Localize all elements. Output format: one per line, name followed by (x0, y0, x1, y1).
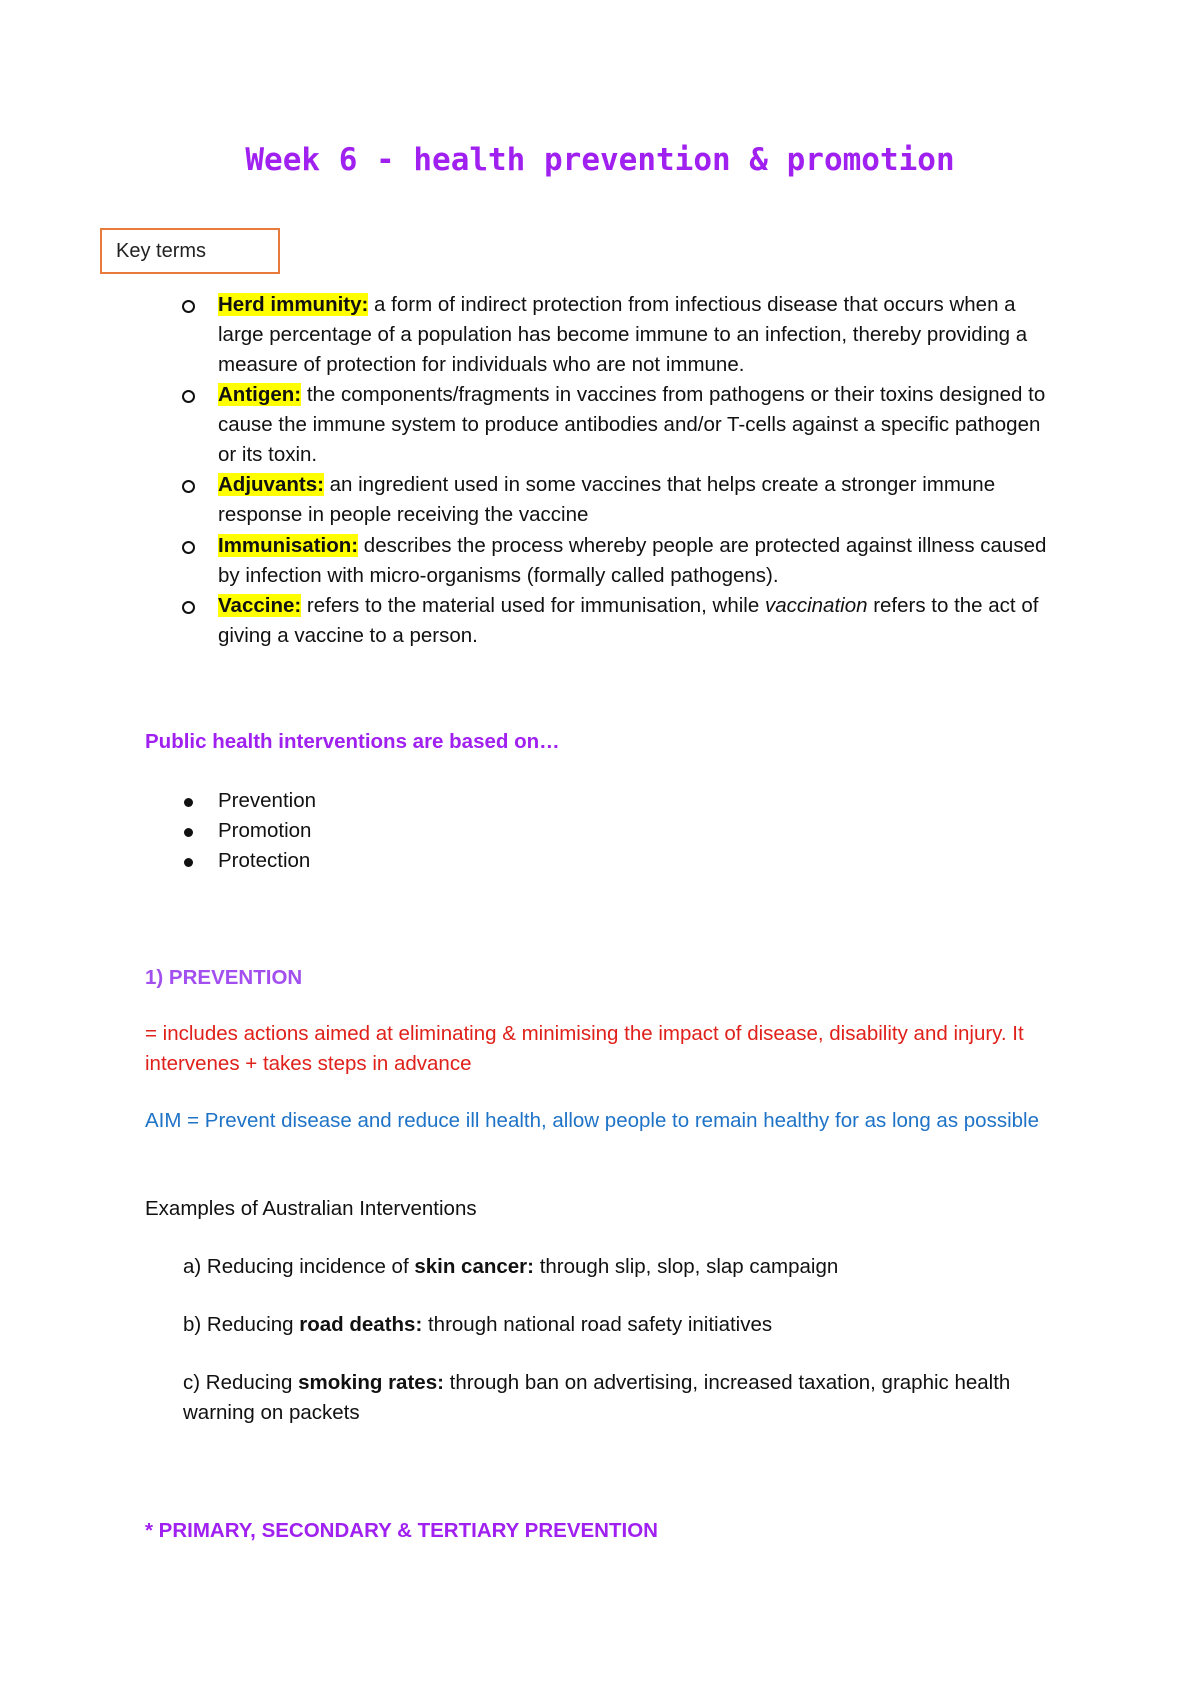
key-term: Immunisation: (218, 534, 359, 557)
key-term: Herd immunity: (218, 293, 369, 316)
hollow-bullet-icon (182, 601, 195, 614)
example-bold: smoking rates: (298, 1371, 444, 1394)
example-rest: through ban on advertising, increased taxation, graphic health warning on packets (183, 1371, 1011, 1424)
list-item (218, 789, 316, 813)
bullet-icon (184, 798, 193, 807)
example-item (183, 1368, 1043, 1428)
primary-secondary-tertiary-heading: * PRIMARY, SECONDARY & TERTIARY PREVENTION (145, 1519, 658, 1542)
key-terms-box: Key terms (100, 228, 280, 274)
example-rest: through slip, slop, slap campaign (534, 1255, 839, 1278)
examples-heading: Examples of Australian Interventions (145, 1197, 477, 1220)
page-title: Week 6 - health prevention & promotion (245, 142, 955, 178)
example-item (183, 1252, 1043, 1282)
list-item (218, 849, 310, 873)
example-prefix: Reducing (201, 1313, 300, 1336)
prevention-aim: AIM = Prevent disease and reduce ill health, allow people to remain healthy for as long as possible (145, 1109, 1039, 1132)
key-term-definition: refers to the material used for immunisation, while (301, 594, 765, 617)
prevention-definition: = includes actions aimed at eliminating & minimising the impact of disease, disability and injury. It intervenes + takes steps in advance (145, 1022, 1024, 1075)
bullet-icon (184, 858, 193, 867)
hollow-bullet-icon (182, 480, 195, 493)
hollow-bullet-icon (182, 390, 195, 403)
key-term-item (218, 290, 1058, 380)
example-bold: skin cancer: (414, 1255, 534, 1278)
key-term: Antigen: (218, 383, 302, 406)
example-prefix: Reducing (200, 1371, 299, 1394)
key-term-definition: a form of indirect protection from infectious disease that occurs when a large percentage of a population has become immune to an infection, thereby providing a measure of protection for individuals who are not immune. (218, 293, 1028, 376)
example-item (183, 1310, 1043, 1340)
example-rest: through national road safety initiatives (422, 1313, 773, 1336)
example-prefix: Reducing incidence of (201, 1255, 415, 1278)
key-term: Adjuvants: (218, 473, 324, 496)
key-term-definition-italic: vaccination (764, 594, 868, 617)
key-term-item (218, 531, 1058, 591)
key-term: Vaccine: (218, 594, 302, 617)
bullet-icon (184, 828, 193, 837)
example-marker: b) (183, 1313, 202, 1336)
key-term-item (218, 591, 1058, 651)
list-item-label: Promotion (218, 819, 312, 842)
prevention-heading: 1) PREVENTION (145, 966, 303, 989)
list-item-label: Prevention (218, 789, 317, 812)
key-term-definition: refers to the act of giving a vaccine to a person. (218, 594, 1039, 647)
list-item (218, 819, 311, 843)
example-marker: a) (183, 1255, 202, 1278)
key-term-definition: the components/fragments in vaccines from pathogens or their toxins designed to cause the immune system to produce antibodies and/or T-cells against a specific pathogen or its toxin. (218, 383, 1046, 466)
list-item-label: Protection (218, 849, 311, 872)
key-term-item (218, 470, 1058, 530)
key-term-item (218, 380, 1058, 470)
hollow-bullet-icon (182, 541, 195, 554)
public-health-heading: Public health interventions are based on… (145, 730, 560, 753)
hollow-bullet-icon (182, 300, 195, 313)
example-bold: road deaths: (299, 1313, 423, 1336)
key-term-definition: an ingredient used in some vaccines that helps create a stronger immune response in people receiving the vaccine (218, 473, 996, 526)
example-marker: c) (183, 1371, 201, 1394)
key-term-definition: describes the process whereby people are protected against illness caused by infection with micro-organisms (formally called pathogens). (218, 534, 1047, 587)
